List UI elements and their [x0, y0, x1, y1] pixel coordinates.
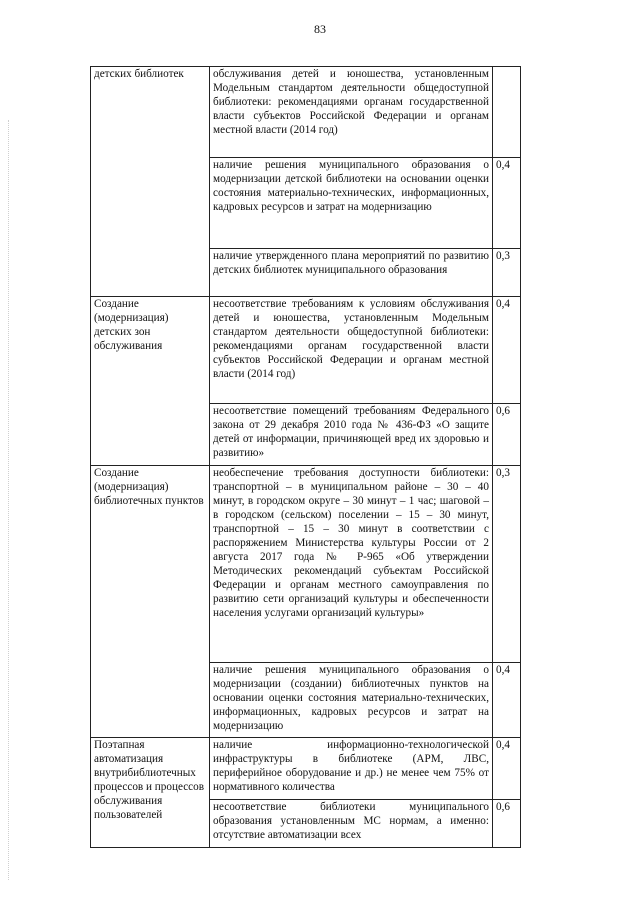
criterion-text: несоответствие библиотеки муниципального образования установленным МС нормам, а именно: отсутствие автоматизации всех — [210, 800, 493, 848]
scan-margin-dots — [8, 120, 10, 880]
criterion-text: необеспечение требования доступности библиотеки: транспортной – в муниципальном районе – 30 – 40 минут, в городском округе – 30 минут – 1 час; шаговой – в городском (сельском) поселении – 15 – 30 минут, транспортной – 15 – 30 минут в соответствии с распоряжением Министерства культуры России от 2 августа 2017 года № Р-965 «Об утверждении Методических рекомендаций субъектам Российской Федерации и органам местного самоуправления по развитию сети организаций культуры и обеспеченности населения услугами организаций культуры» — [210, 466, 493, 663]
criterion-weight: 0,4 — [493, 738, 521, 800]
row-label: Поэтапная автоматизация внутрибиблиотечных процессов и процессов обслуживания пользователей — [91, 738, 210, 848]
criterion-weight — [493, 67, 521, 158]
table-row — [91, 466, 521, 663]
page-number: 83 — [314, 22, 326, 36]
criterion-text: наличие утвержденного плана мероприятий по развитию детских библиотек муниципального образования — [210, 249, 493, 297]
criterion-text: несоответствие помещений требованиям Федерального закона от 29 декабря 2010 года № 436-ФЗ «О защите детей от информации, причиняющей вред их здоровью и развитию» — [210, 404, 493, 466]
criterion-text: несоответствие требованиям к условиям обслуживания детей и юношества, установленным Модельным стандартом деятельности общедоступной библиотеки: рекомендациями органам государственной власти субъектов Российской Федерации и органам местной власти (2014 год) — [210, 297, 493, 404]
criterion-weight: 0,4 — [493, 158, 521, 249]
criterion-text: обслуживания детей и юношества, установленным Модельным стандартом деятельности общедоступной библиотеки: рекомендациями органам государственной власти субъектов Российской Федерации и органам местной власти (2014 год) — [210, 67, 493, 158]
criterion-weight: 0,4 — [493, 663, 521, 738]
criterion-weight: 0,3 — [493, 249, 521, 297]
criterion-weight: 0,6 — [493, 404, 521, 466]
row-label: Создание (модернизация) библиотечных пунктов — [91, 466, 210, 738]
criterion-weight: 0,4 — [493, 297, 521, 404]
criterion-text: наличие решения муниципального образования о модернизации детской библиотеки на основании оценки состояния материально-технических, информационных, кадровых ресурсов и затрат на модернизацию — [210, 158, 493, 249]
table-row — [91, 297, 521, 404]
row-label: Создание (модернизация) детских зон обслуживания — [91, 297, 210, 466]
table-row — [91, 738, 521, 800]
criteria-table — [90, 66, 521, 848]
criterion-text: наличие информационно-технологической инфраструктуры в библиотеке (АРМ, ЛВС, периферийное оборудование и др.) не менее чем 75% от нормативного количества — [210, 738, 493, 800]
criterion-weight: 0,3 — [493, 466, 521, 663]
criterion-weight: 0,6 — [493, 800, 521, 848]
row-label: детских библиотек — [91, 67, 210, 297]
criterion-text: наличие решения муниципального образования о модернизации (создании) библиотечных пунктов на основании оценки состояния материально-технических, информационных, кадровых ресурсов и затрат на модернизацию — [210, 663, 493, 738]
table-row — [91, 67, 521, 158]
